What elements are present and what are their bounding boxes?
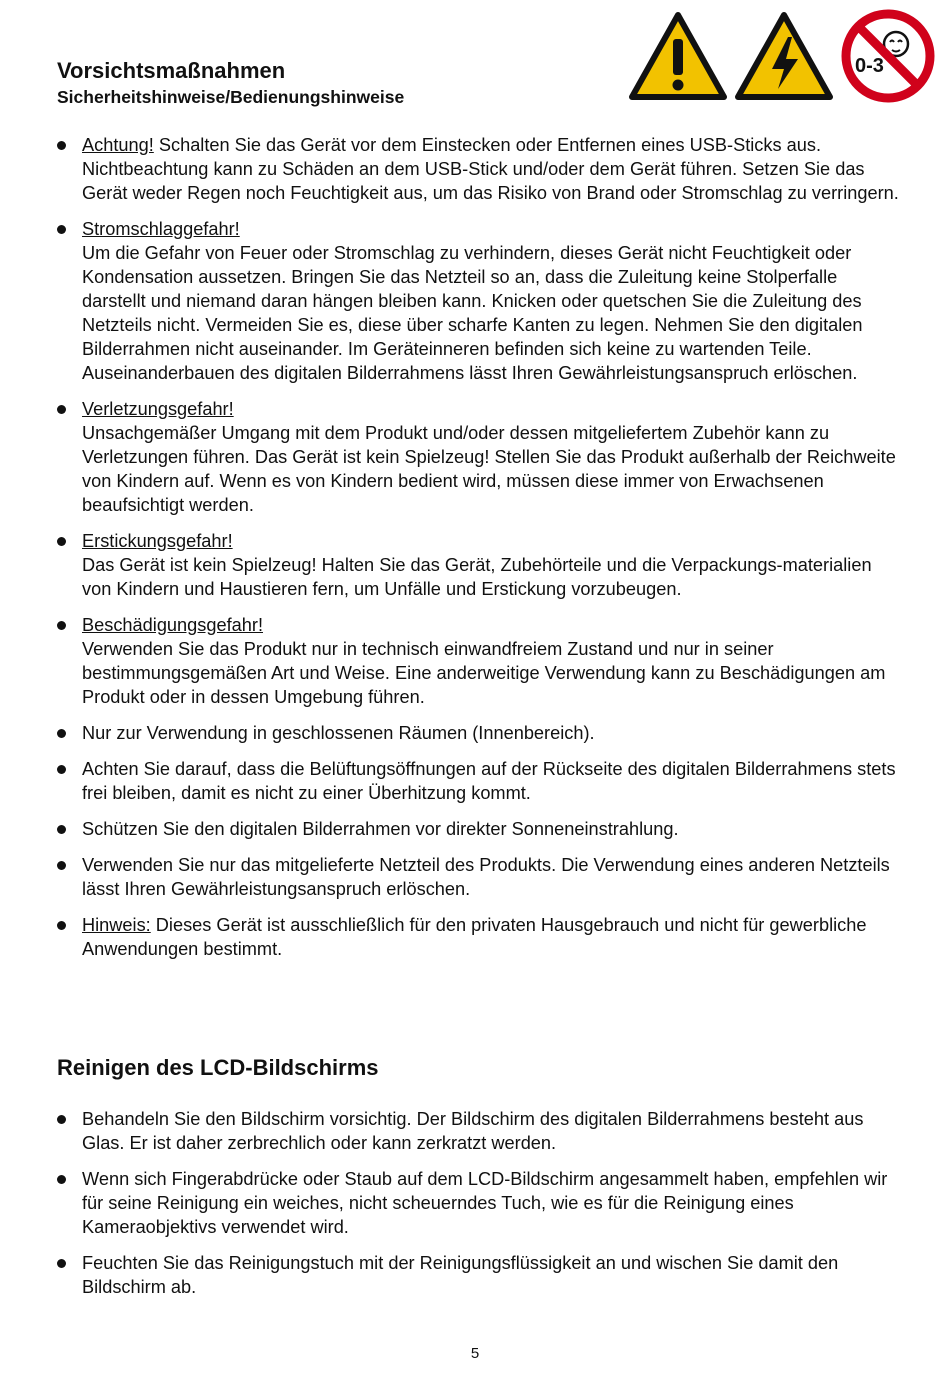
item-text: Behandeln Sie den Bildschirm vorsichtig. Der Bildschirm des digitalen Bilderrahmens besteht aus Glas. Er ist daher zerbrechlich oder kann zerkratzt werden. (82, 1109, 864, 1153)
bullet-icon (57, 141, 66, 150)
page-title: Vorsichtsmaßnahmen (57, 58, 286, 83)
bullet-icon (57, 861, 66, 870)
safety-item (57, 133, 902, 205)
bullet-icon (57, 921, 66, 930)
safety-item (57, 397, 902, 517)
safety-item (57, 217, 902, 385)
bullet-icon (57, 405, 66, 414)
cleaning-item (57, 1251, 902, 1299)
safety-item (57, 529, 902, 601)
item-text: Wenn sich Fingerabdrücke oder Staub auf dem LCD-Bildschirm angesammelt haben, empfehlen wir für seine Reinigung ein weiches, nicht scheuerndes Tuch, wie es für die Reinigung eines Kameraobjektivs verwendet wird. (82, 1169, 888, 1237)
bullet-icon (57, 765, 66, 774)
item-text: Feuchten Sie das Reinigungstuch mit der Reinigungsflüssigkeit an und wischen Sie damit den Bildschirm ab. (82, 1253, 839, 1297)
item-lead: Erstickungsgefahr! (82, 531, 233, 551)
warning-icons (628, 6, 936, 106)
item-text: Um die Gefahr von Feuer oder Stromschlag zu verhindern, dieses Gerät nicht Feuchtigkeit oder Kondensation aussetzen. Bringen Sie das Netzteil so an, dass die Zuleitung keine Stolperfalle darstellt und niemand daran hängen bleiben kann. Knicken oder quetschen Sie die Zuleitung des Netzteils nicht. Vermeiden Sie es, diese über scharfe Kanten zu legen. Nehmen Sie den digitalen Bilderrahmen nicht auseinander. Im Geräteinneren befinden sich keine zu wartenden Teile. Auseinanderbauen des digitalen Bilderrahmens lässt Ihren Gewährleistungsanspruch erlöschen. (82, 243, 863, 383)
page-header (57, 58, 404, 108)
bullet-icon (57, 621, 66, 630)
item-lead: Verletzungsgefahr! (82, 399, 234, 419)
item-text: Dieses Gerät ist ausschließlich für den privaten Hausgebrauch und nicht für gewerbliche Anwendungen bestimmt. (82, 915, 867, 959)
item-text: Unsachgemäßer Umgang mit dem Produkt und/oder dessen mitgeliefertem Zubehör kann zu Verletzungen führen. Das Gerät ist kein Spielzeug! Stellen Sie das Produkt außerhalb der Reichweite von Kindern auf. Wenn es von Kindern bedient wird, müssen diese immer von Erwachsenen beaufsichtigt werden. (82, 423, 896, 515)
bullet-icon (57, 225, 66, 234)
safety-item (57, 817, 902, 841)
warning-exclamation-icon (628, 11, 728, 101)
item-lead: Achtung! (82, 135, 154, 155)
page-subtitle: Sicherheitshinweise/Bedienungshinweise (57, 87, 405, 107)
safety-item (57, 913, 902, 961)
bullet-icon (57, 825, 66, 834)
cleaning-item (57, 1167, 902, 1239)
item-text: Nur zur Verwendung in geschlossenen Räumen (Innenbereich). (82, 723, 595, 743)
section-title-cleaning: Reinigen des LCD-Bildschirms (57, 1055, 379, 1080)
age-label: 0-3 (855, 55, 884, 77)
safety-item (57, 613, 902, 709)
cleaning-list (57, 1107, 902, 1311)
bullet-icon (57, 729, 66, 738)
safety-item (57, 757, 902, 805)
item-text: Das Gerät ist kein Spielzeug! Halten Sie das Gerät, Zubehörteile und die Verpackungs-materialien von Kindern und Haustieren fern, um Unfälle und Erstickung vorzubeugen. (82, 555, 872, 599)
item-text: Schützen Sie den digitalen Bilderrahmen vor direkter Sonneneinstrahlung. (82, 819, 679, 839)
item-text: Achten Sie darauf, dass die Belüftungsöffnungen auf der Rückseite des digitalen Bilderrahmens stets frei bleiben, damit es nicht zu einer Überhitzung kommt. (82, 759, 896, 803)
bullet-icon (57, 1259, 66, 1268)
page-number: 5 (470, 1345, 480, 1362)
safety-list (57, 133, 902, 973)
bullet-icon (57, 1175, 66, 1184)
item-lead: Beschädigungsgefahr! (82, 615, 263, 635)
bullet-icon (57, 1115, 66, 1124)
electric-shock-icon (734, 11, 834, 101)
item-text: Schalten Sie das Gerät vor dem Einstecken oder Entfernen eines USB-Sticks aus. Nichtbeachtung kann zu Schäden an dem USB-Stick und/oder dem Gerät führen. Setzen Sie das Gerät weder Regen noch Feuchtigkeit aus, um das Risiko von Brand oder Stromschlag zu verringern. (82, 135, 899, 203)
cleaning-item (57, 1107, 902, 1155)
safety-item (57, 853, 902, 901)
item-lead: Stromschlaggefahr! (82, 219, 240, 239)
item-text: Verwenden Sie das Produkt nur in technisch einwandfreiem Zustand und nur in seiner bestimmungsgemäßen Art und Weise. Eine anderweitige Verwendung kann zu Beschädigungen am Produkt oder in dessen Umgebung führen. (82, 639, 886, 707)
no-children-0-3-icon (840, 8, 936, 104)
safety-item (57, 721, 902, 745)
item-lead: Hinweis: (82, 915, 151, 935)
item-text: Verwenden Sie nur das mitgelieferte Netzteil des Produkts. Die Verwendung eines anderen Netzteils lässt Ihren Gewährleistungsanspruch erlöschen. (82, 855, 890, 899)
bullet-icon (57, 537, 66, 546)
